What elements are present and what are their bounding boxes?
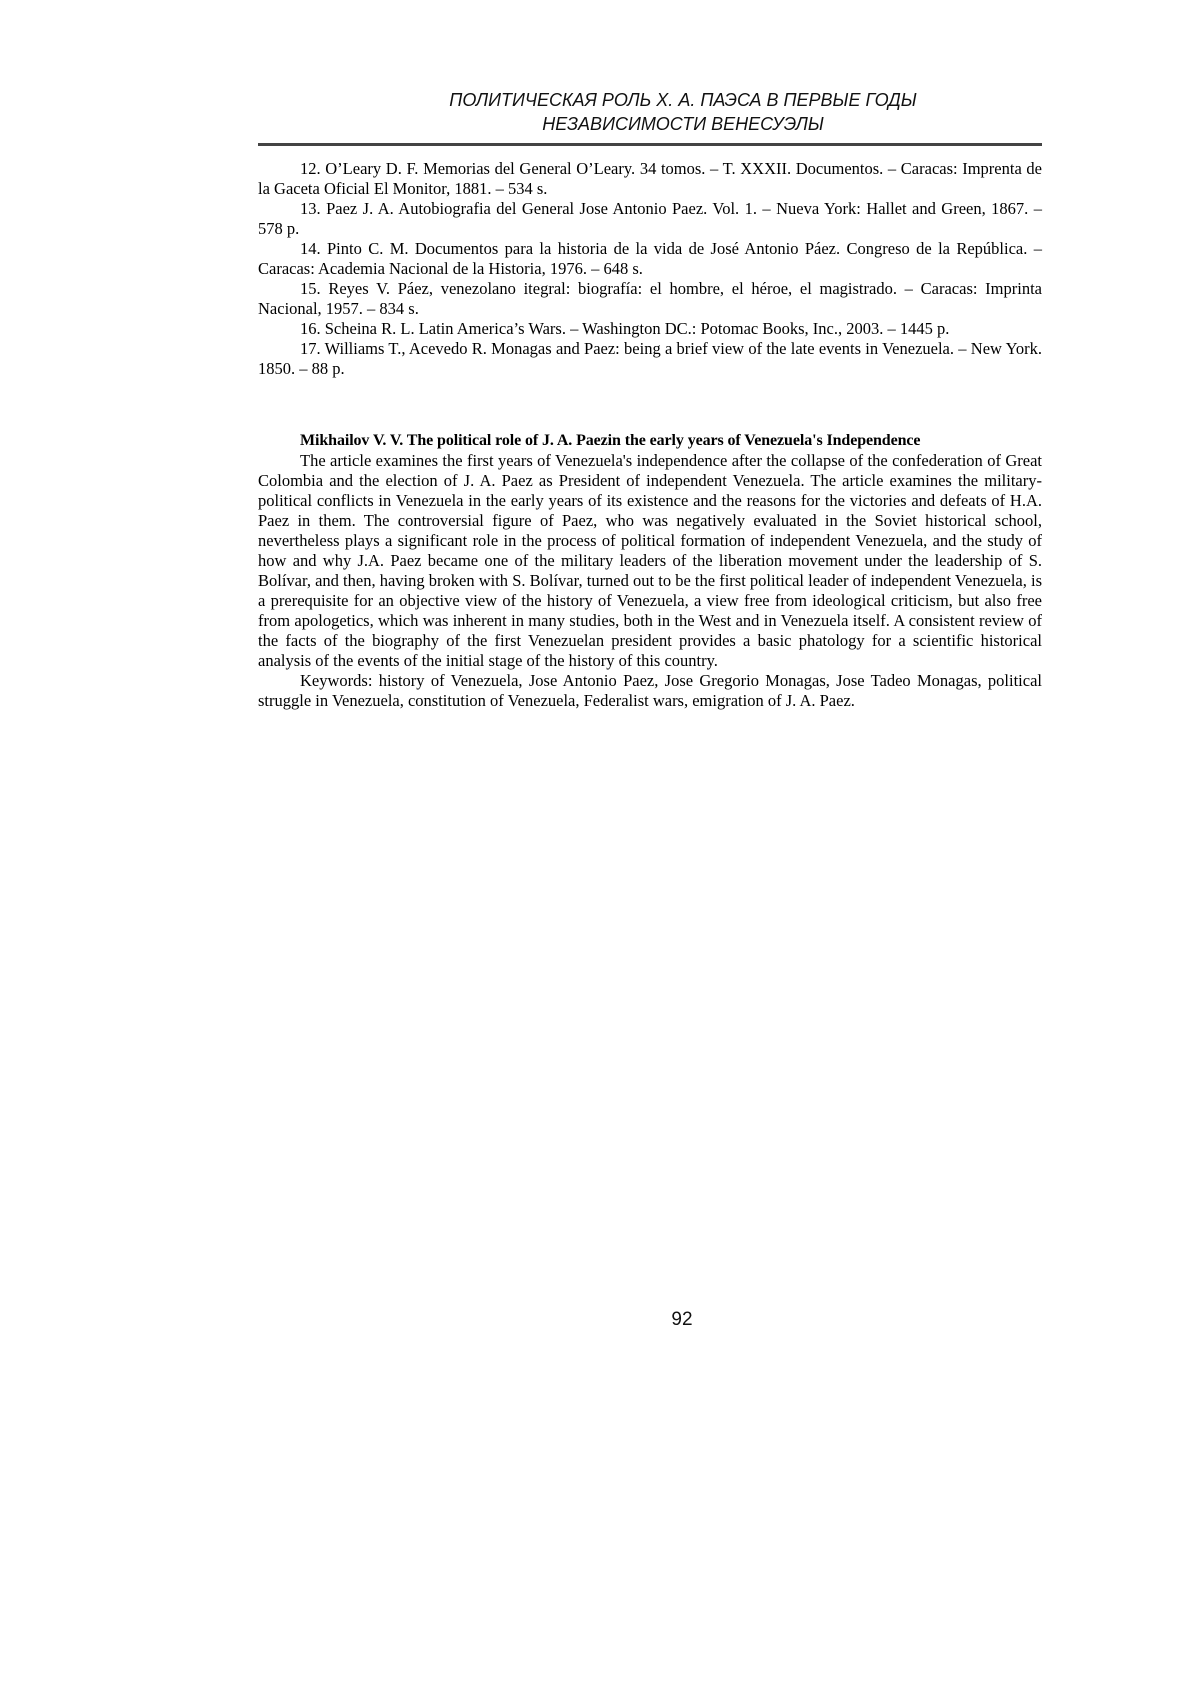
reference-item: 15. Reyes V. Páez, venezolano itegral: biografía: el hombre, el héroe, el magistrado. – Caracas: Imprinta Nacional, 1957. – 834 s. — [258, 279, 1042, 318]
reference-item: 13. Paez J. A. Autobiografia del General Jose Antonio Paez. Vol. 1. – Nueva York: Hallet and Green, 1867. – 578 p. — [258, 199, 1042, 238]
abstract-keywords: Keywords: history of Venezuela, Jose Antonio Paez, Jose Gregorio Monagas, Jose Tadeo Monagas, political struggle in Venezuela, constitution of Venezuela, Federalist wars, emigration of J. A. Paez. — [258, 671, 1042, 710]
abstract-body: The article examines the first years of Venezuela's independence after the collapse of the confederation of Great Colombia and the election of J. A. Paez as President of independent Venezuela. The article examines the military-political conflicts in Venezuela in the early years of its existence and the reasons for the victories and defeats of H.A. Paez in them. The controversial figure of Paez, who was negatively evaluated in the Soviet historical school, nevertheless plays a significant role in the process of political formation of independent Venezuela, and the study of how and why J.A. Paez became one of the military leaders of the liberation movement under the leadership of S. Bolívar, and then, having broken with S. Bolívar, turned out to be the first political leader of independent Venezuela, is a prerequisite for an objective view of the history of Venezuela, a view free from ideological criticism, but also free from apologetics, which was inherent in many studies, both in the West and in Venezuela itself. A consistent review of the facts of the biography of the first Venezuelan president provides a basic phatology for a scientific historical analysis of the events of the initial stage of the history of this country. — [258, 451, 1042, 670]
reference-item: 16. Scheina R. L. Latin America’s Wars. – Washington DC.: Potomac Books, Inc., 2003. – 1445 p. — [300, 319, 950, 338]
running-header — [258, 88, 1042, 136]
page-content — [258, 88, 1042, 711]
page-number: 92 — [671, 1309, 693, 1330]
reference-item: 12. O’Leary D. F. Memorias del General O’Leary. 34 tomos. – T. XXXII. Documentos. – Caracas: Imprenta de la Gaceta Oficial El Monitor, 1881. – 534 s. — [258, 159, 1042, 198]
running-header-line2: НЕЗАВИСИМОСТИ ВЕНЕСУЭЛЫ — [542, 114, 824, 134]
abstract-heading: Mikhailov V. V. The political role of J. A. Paezin the early years of Venezuela's Independence — [300, 432, 921, 449]
references-list — [258, 159, 1042, 379]
reference-item: 17. Williams T., Acevedo R. Monagas and Paez: being a brief view of the late events in Venezuela. – New York. 1850. – 88 p. — [258, 339, 1042, 378]
running-header-line1: ПОЛИТИЧЕСКАЯ РОЛЬ Х. А. ПАЭСА В ПЕРВЫЕ ГОДЫ — [449, 90, 917, 110]
reference-item: 14. Pinto C. M. Documentos para la historia de la vida de José Antonio Páez. Congreso de la República. – Caracas: Academia Nacional de la Historia, 1976. – 648 s. — [258, 239, 1042, 278]
header-rule — [258, 143, 1042, 146]
